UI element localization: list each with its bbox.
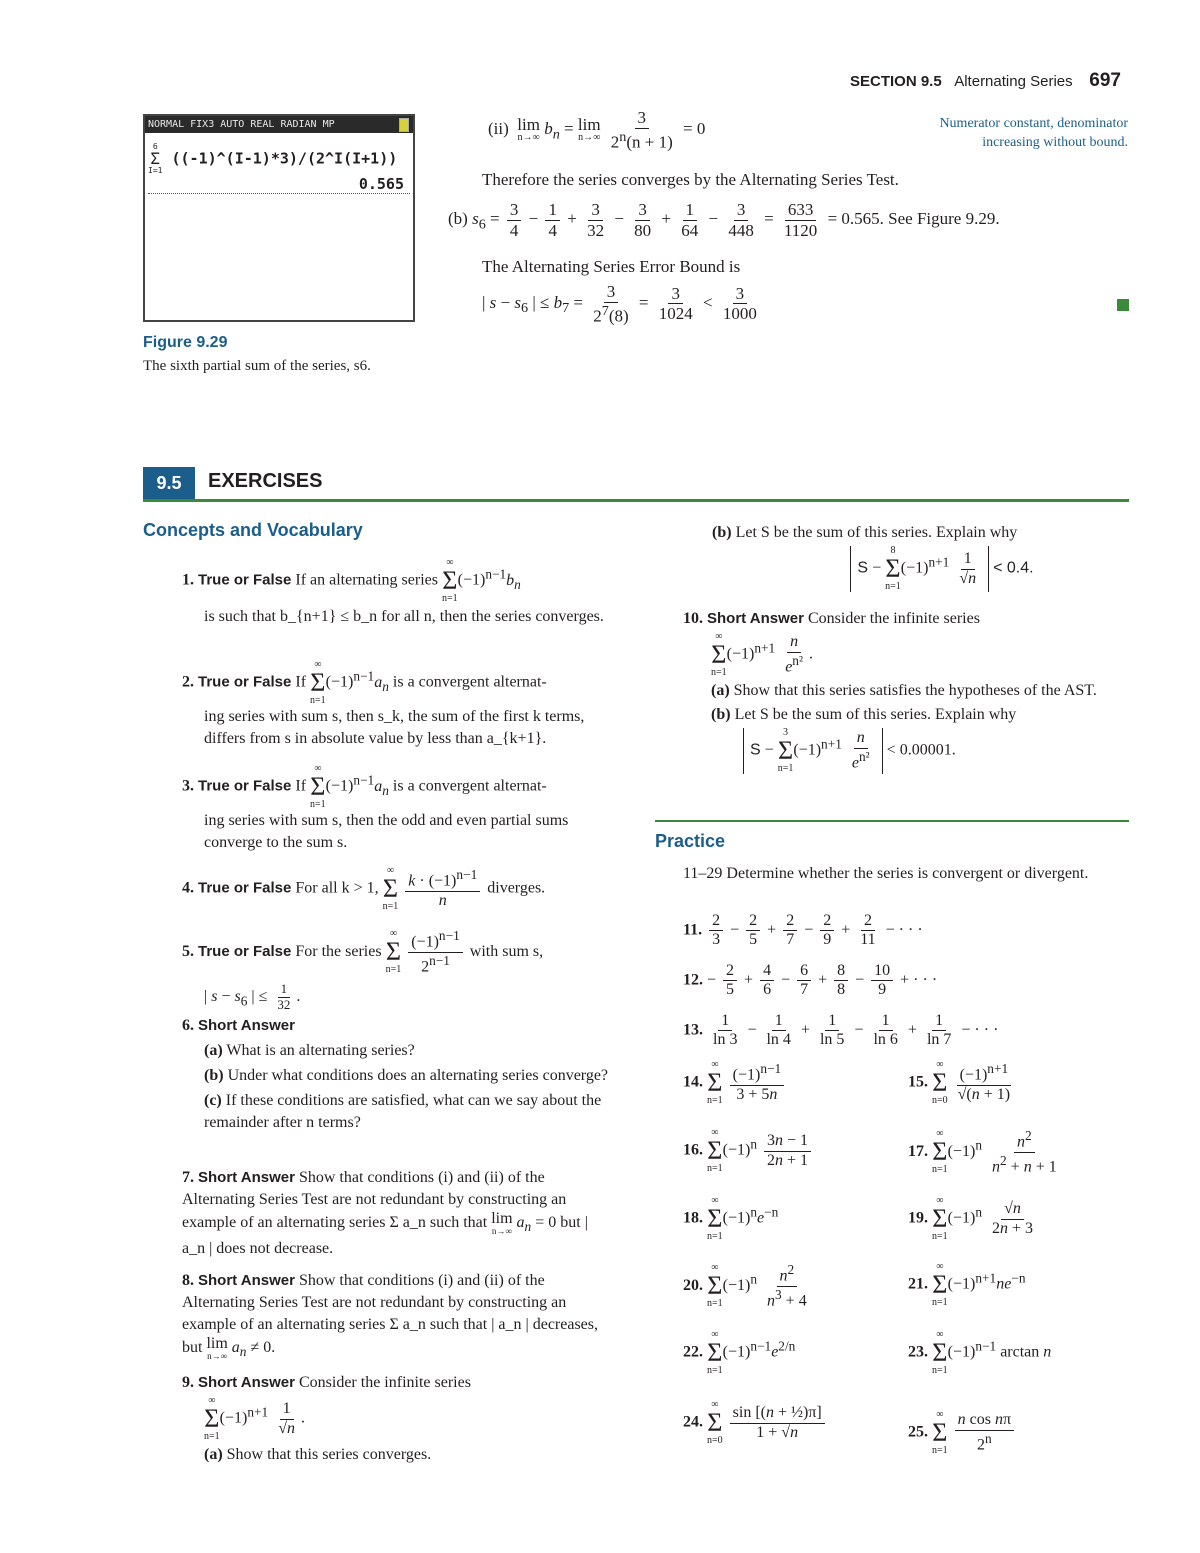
example-part-b: (b) $s_6$ = $\frac{3}{4}$ − $\frac{1}{4}$ + $\frac{3}{32}$ − $\frac{3}{80}$ + $\frac{1}{64}$ − $\frac{3}{448}$ = $\frac{633}{1120}$ = 0.565. See Figure 9.29. bbox=[448, 200, 1000, 240]
exercise-9b: (b) Let S be the sum of this series. Explain why S − 8 Σ n=1 $(-1)^{n+1}$ $\frac{1}{√n}$ < 0.4. bbox=[712, 524, 1034, 592]
problem-15: 15. ∞ Σ n=0 $\frac{(-1)^{n+1}}{√(n + 1)}$ bbox=[908, 1059, 1011, 1106]
error-bound-formula: | $s - s_6$ | ≤ $b_7$ = $\frac{3}{2^7(8)}$ = $\frac{3}{1024}$ < $\frac{3}{1000}$ bbox=[482, 282, 757, 326]
problem-19: 19. ∞ Σ n=1 $(-1)^n$ $\frac{√n}{2n + 3}$ bbox=[908, 1195, 1034, 1242]
problem-23: 23. ∞ Σ n=1 $(-1)^{n-1}$ arctan n bbox=[908, 1329, 1052, 1376]
error-bound-intro: The Alternating Series Error Bound is bbox=[482, 257, 741, 276]
problem-25: 25. ∞ Σ n=1 $\frac{\text{n cos nπ}}{2^n}$ bbox=[908, 1410, 1017, 1456]
practice-rule bbox=[655, 820, 1129, 822]
convergence-conclusion: Therefore the series converges by the Alternating Series Test. bbox=[482, 170, 899, 189]
exercise-3: 3. True or False If ∞ Σ n=1 $(-1)^{n-1}a_n$ is a convergent alternat- ing series with sum s, then the odd and even partial sums converge to the sum s. bbox=[182, 763, 569, 851]
running-header bbox=[850, 70, 1121, 92]
exercise-7: 7. Short Answer Show that conditions (i) and (ii) of the Alternating Series Test are not redundant by constructing an example of an alternating series Σ a_n such that lim n→∞ $a_n = 0$ but | a_n | does not decrease. bbox=[182, 1169, 588, 1258]
exercise-1: 1. True or False If an alternating series ∞ Σ n=1 $(-1)^{n-1}b_n$ is such that b_{n+1} ≤ b_n for all n, then the series converges. bbox=[182, 557, 604, 625]
exercise-2: 2. True or False If ∞ Σ n=1 $(-1)^{n-1}a_n$ is a convergent alternat- ing series with sum s, then s_k, the sum of the first k terms, differs from s in absolute value by less than a_{k+1}. bbox=[182, 659, 585, 747]
exercise-section-badge: 9.5 bbox=[143, 467, 195, 499]
example-part-ii: (ii) lim n→∞ $b_n$ = lim n→∞ $\frac{3}{2^n(n + 1)}$ = 0 bbox=[488, 108, 706, 152]
exercises-heading: EXERCISES bbox=[208, 470, 323, 492]
exercise-5: 5. True or False For the series ∞ Σ n=1 $\frac{(-1)^{n-1}}{2^{n-1}}$ with sum s, | $s - s_6$ | ≤ $\frac{1}{32}$ . bbox=[182, 928, 544, 1013]
exercise-9: 9. Short Answer Consider the infinite series ∞ Σ n=1 $(-1)^{n+1}$ $\frac{1}{√n}$ . (a) Show that this series converges. bbox=[182, 1374, 471, 1463]
exercise-10: 10. Short Answer Consider the infinite series ∞ Σ n=1 $(-1)^{n+1}$ $\frac{n}{e^{n^2}}$ . (a) Show that this series satisfies the hypotheses of the AST. (b) Let S be the sum of this series. Explain why S − 3 Σ n=1 $(-1)^{n+1}$ $\frac{n}{e^{n^2}}$ < 0.00001. bbox=[683, 610, 1097, 774]
calc-expression: ((-1)^(I-1)*3)/(2^I(I+1)) bbox=[171, 149, 398, 168]
problem-14: 14. ∞ Σ n=1 $\frac{(-1)^{n-1}}{3 + 5n}$ bbox=[683, 1060, 787, 1106]
concepts-heading: Concepts and Vocabulary bbox=[143, 520, 363, 540]
exercises-rule bbox=[143, 499, 1129, 502]
section-label: SECTION 9.5 bbox=[850, 73, 942, 90]
problem-21: 21. ∞ Σ n=1 $(-1)^{n+1}ne^{-n}$ bbox=[908, 1261, 1026, 1308]
figure-caption: The sixth partial sum of the series, s6. bbox=[143, 358, 371, 374]
section-title: Alternating Series bbox=[954, 73, 1073, 90]
page-number: 697 bbox=[1089, 70, 1121, 91]
practice-intro: 11–29 Determine whether the series is convergent or divergent. bbox=[683, 865, 1089, 882]
problem-24: 24. ∞ Σ n=0 $\frac{\text{sin [(n + ½)π]}}{1 + √n}$ bbox=[683, 1400, 828, 1446]
problem-22: 22. ∞ Σ n=1 $(-1)^{n-1}e^{2/n}$ bbox=[683, 1329, 796, 1376]
exercise-4: 4. True or False For all k > 1, ∞ Σ n=1 $\frac{k \cdot (-1)^{n-1}}{n}$ diverges. bbox=[182, 865, 546, 912]
calc-result: 0.565 bbox=[148, 175, 410, 194]
problem-16: 16. ∞ Σ n=1 $(-1)^n$ $\frac{3n - 1}{2n + 1}$ bbox=[683, 1128, 814, 1174]
calculator-screen bbox=[143, 114, 415, 322]
battery-icon bbox=[399, 118, 409, 132]
exercise-8: 8. Short Answer Show that conditions (i) and (ii) of the Alternating Series Test are not redundant by constructing an example of an alternating series Σ a_n such that | a_n | decreases, but lim n→∞ $a_n \ne 0$. bbox=[182, 1272, 598, 1361]
exercise-6: 6. Short Answer (a) What is an alternating series? (b) Under what conditions does an alternating series converge? (c) If these conditions are satisfied, what can we say about the remainder after n terms? bbox=[182, 1017, 609, 1131]
problem-11: 11. $\frac{2}{3}$ − $\frac{2}{5}$ + $\frac{2}{7}$ − $\frac{2}{9}$ + $\frac{2}{11}$ − · · · bbox=[683, 912, 923, 949]
problem-12: 12. − $\frac{2}{5}$ + $\frac{4}{6}$ − $\frac{6}{7}$ + $\frac{8}{8}$ − $\frac{10}{9}$ + · · · bbox=[683, 962, 938, 999]
calculator-expression-line bbox=[145, 143, 413, 175]
problem-17: 17. ∞ Σ n=1 $(-1)^n$ $\frac{n^2}{n^2 + n + 1}$ bbox=[908, 1128, 1057, 1176]
calculator-status-bar: NORMAL FIX3 AUTO REAL RADIAN MP bbox=[145, 116, 413, 133]
calc-sum-symbol: 6 Σ I=1 bbox=[148, 142, 163, 175]
problem-18: 18. ∞ Σ n=1 $(-1)^ne^{-n}$ bbox=[683, 1195, 779, 1242]
problem-20: 20. ∞ Σ n=1 $(-1)^n$ $\frac{n^2}{n^3 + 4}$ bbox=[683, 1262, 807, 1310]
end-of-example-marker bbox=[1117, 299, 1129, 311]
margin-note: Numerator constant, denominator increasing without bound. bbox=[939, 116, 1128, 150]
figure-label: Figure 9.29 bbox=[143, 334, 228, 351]
practice-heading: Practice bbox=[655, 831, 726, 851]
problem-13: 13. $\frac{1}{\ln 3}$ − $\frac{1}{\ln 4}$ + $\frac{1}{\ln 5}$ − $\frac{1}{\ln 6}$ + $\frac{1}{\ln 7}$ − · · · bbox=[683, 1012, 999, 1049]
